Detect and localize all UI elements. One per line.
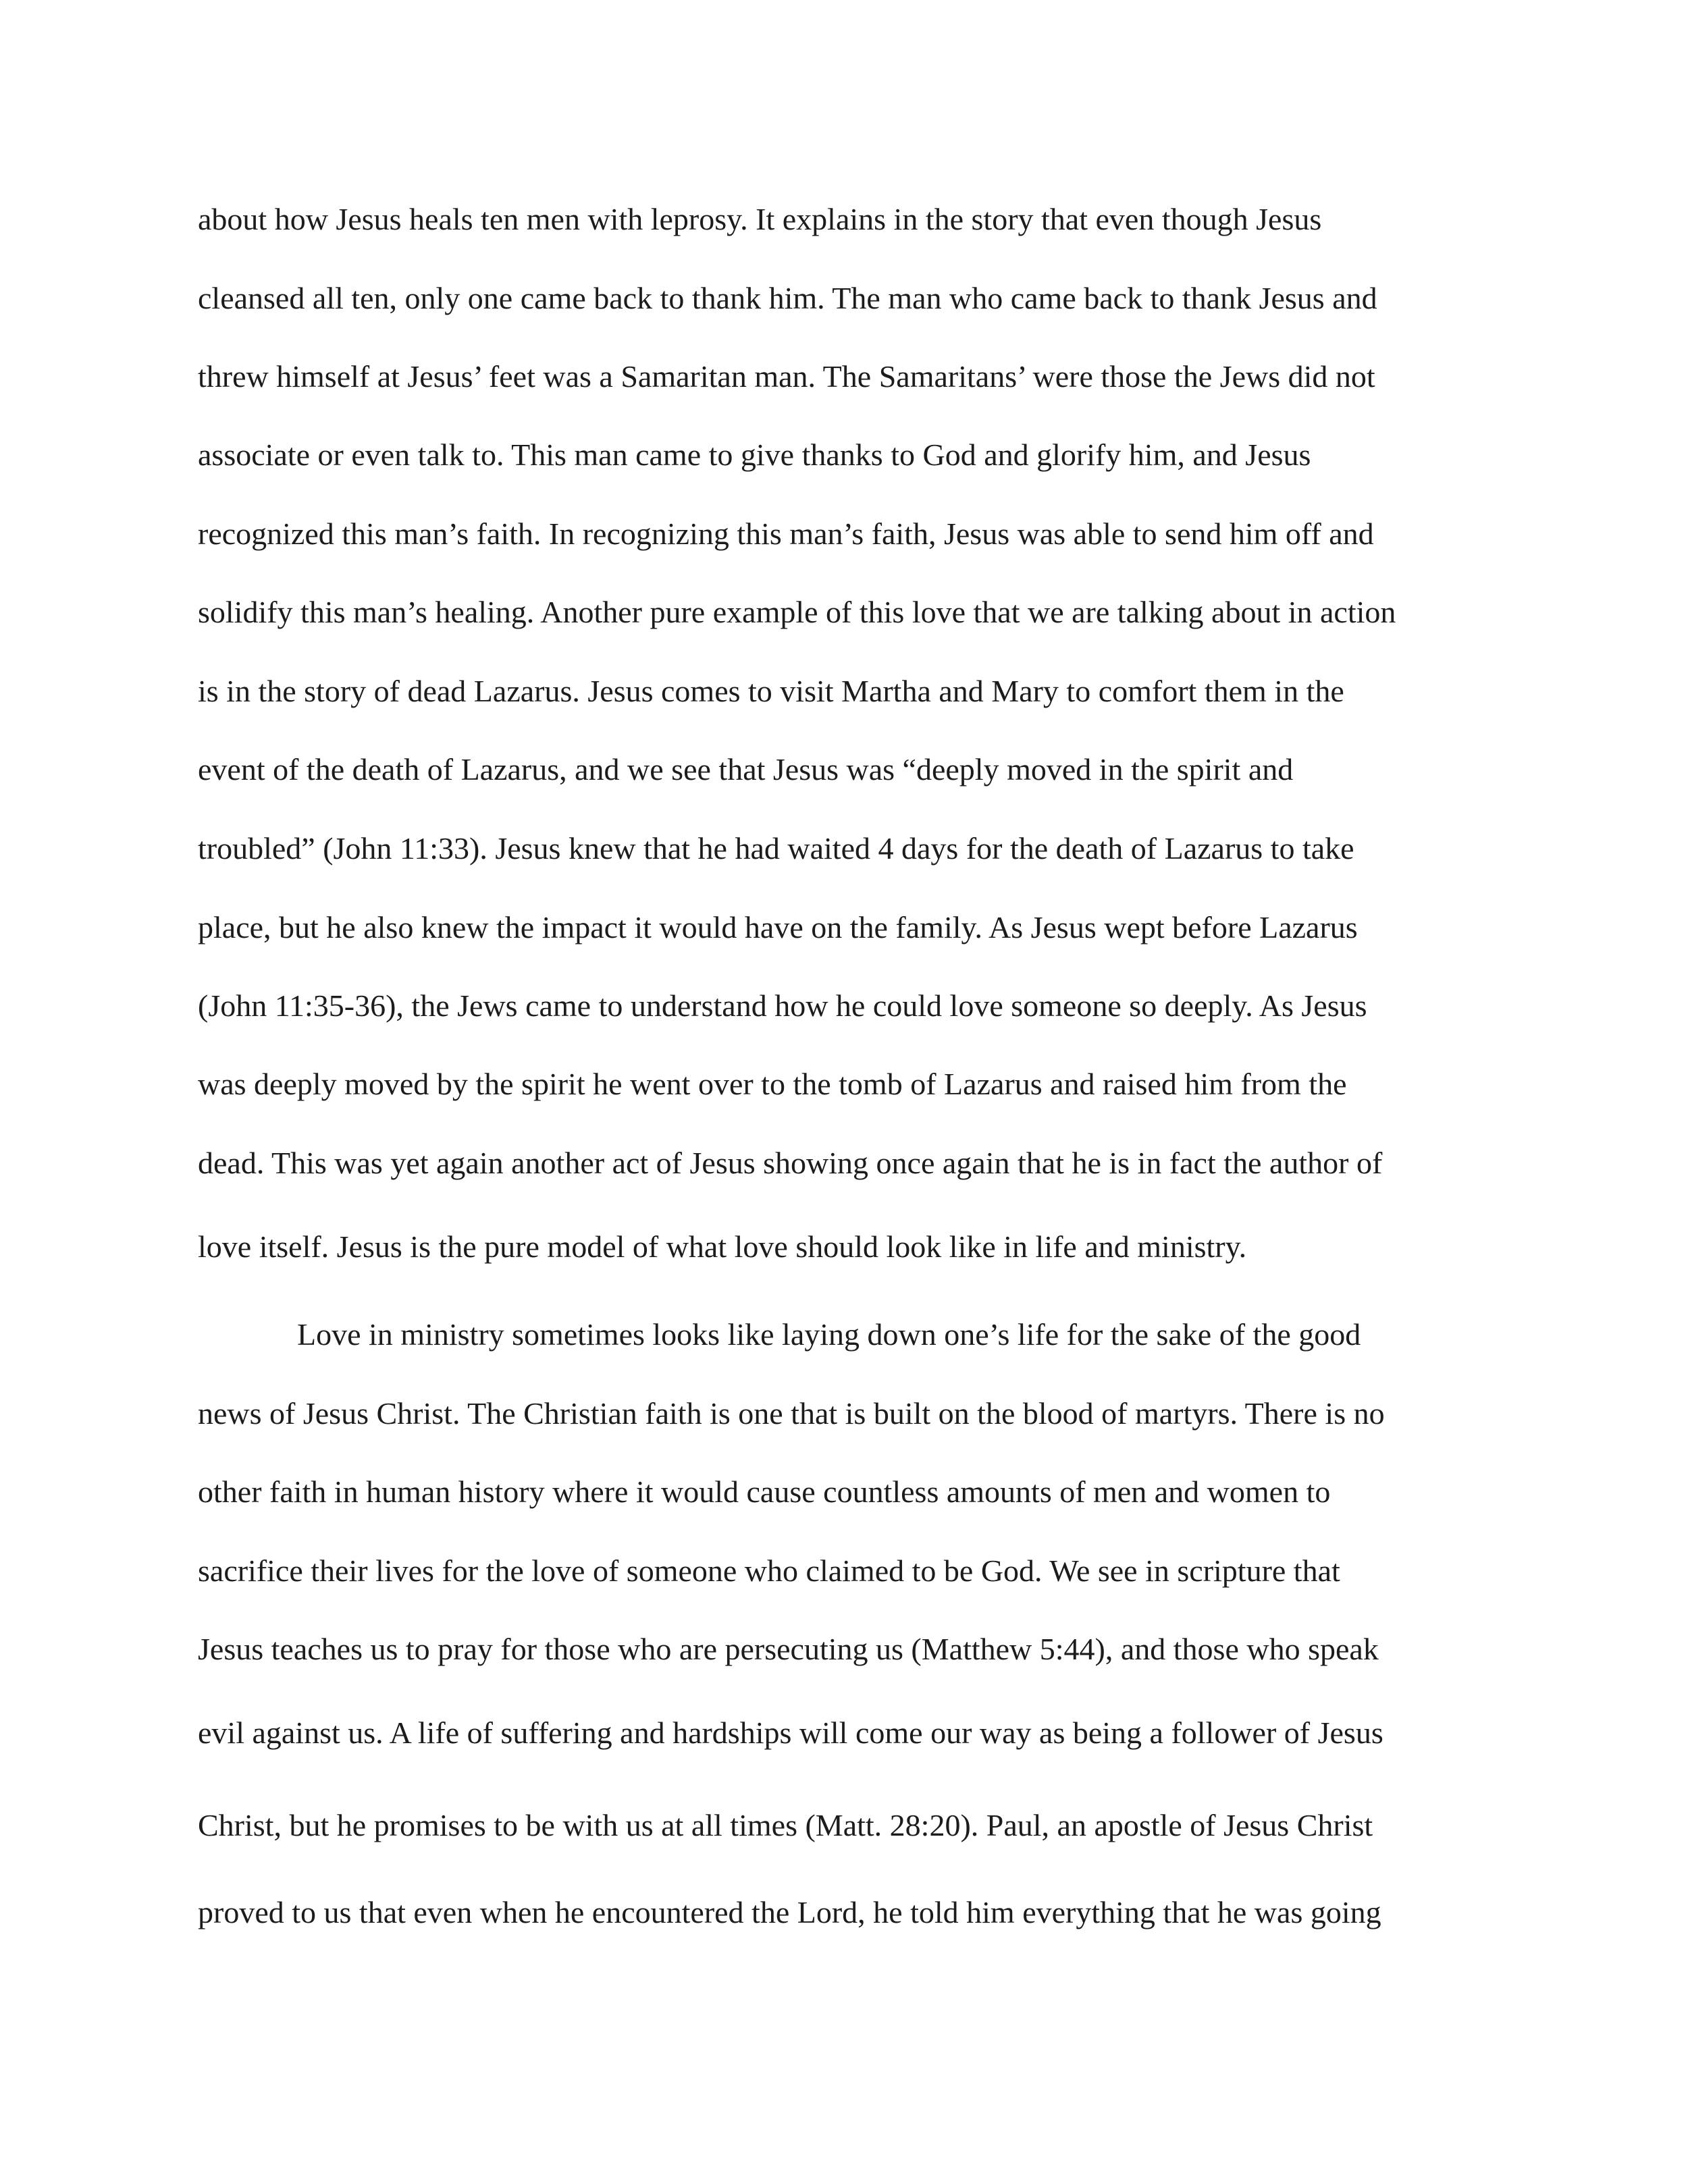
text-line: was deeply moved by the spirit he went over to the tomb of Lazarus and raised him from the [198,1067,1347,1101]
text-line: Jesus teaches us to pray for those who are persecuting us (Matthew 5:44), and those who speak [198,1632,1379,1666]
text-line: news of Jesus Christ. The Christian faith is one that is built on the blood of martyrs. There is no [198,1396,1385,1431]
text-line: troubled” (John 11:33). Jesus knew that he had waited 4 days for the death of Lazarus to take [198,831,1354,865]
text-line: about how Jesus heals ten men with leprosy. It explains in the story that even though Jesus [198,202,1322,236]
text-line: solidify this man’s healing. Another pure example of this love that we are talking about in action [198,595,1396,629]
text-line: love itself. Jesus is the pure model of what love should look like in life and ministry. [198,1229,1247,1264]
text-line: dead. This was yet again another act of Jesus showing once again that he is in fact the author of [198,1146,1383,1180]
text-line: proved to us that even when he encountered the Lord, he told him everything that he was going [198,1895,1381,1929]
text-line: (John 11:35-36), the Jews came to understand how he could love someone so deeply. As Jesus [198,988,1367,1023]
text-line: place, but he also knew the impact it would have on the family. As Jesus wept before Lazarus [198,910,1358,944]
text-line: evil against us. A life of suffering and hardships will come our way as being a follower of Jesus [198,1715,1383,1750]
text-line: Christ, but he promises to be with us at all times (Matt. 28:20). Paul, an apostle of Jesus Christ [198,1808,1373,1842]
text-line: recognized this man’s faith. In recognizing this man’s faith, Jesus was able to send him off and [198,516,1374,551]
text-line: other faith in human history where it would cause countless amounts of men and women to [198,1474,1331,1509]
text-line: Love in ministry sometimes looks like laying down one’s life for the sake of the good [297,1317,1361,1352]
text-line: threw himself at Jesus’ feet was a Samaritan man. The Samaritans’ were those the Jews did not [198,359,1375,394]
text-line: cleansed all ten, only one came back to thank him. The man who came back to thank Jesus and [198,281,1377,315]
text-line: event of the death of Lazarus, and we see that Jesus was “deeply moved in the spirit and [198,752,1294,787]
text-line: associate or even talk to. This man came to give thanks to God and glorify him, and Jesus [198,437,1311,472]
text-line: is in the story of dead Lazarus. Jesus comes to visit Martha and Mary to comfort them in the [198,674,1344,708]
text-line: sacrifice their lives for the love of someone who claimed to be God. We see in scripture that [198,1553,1340,1588]
